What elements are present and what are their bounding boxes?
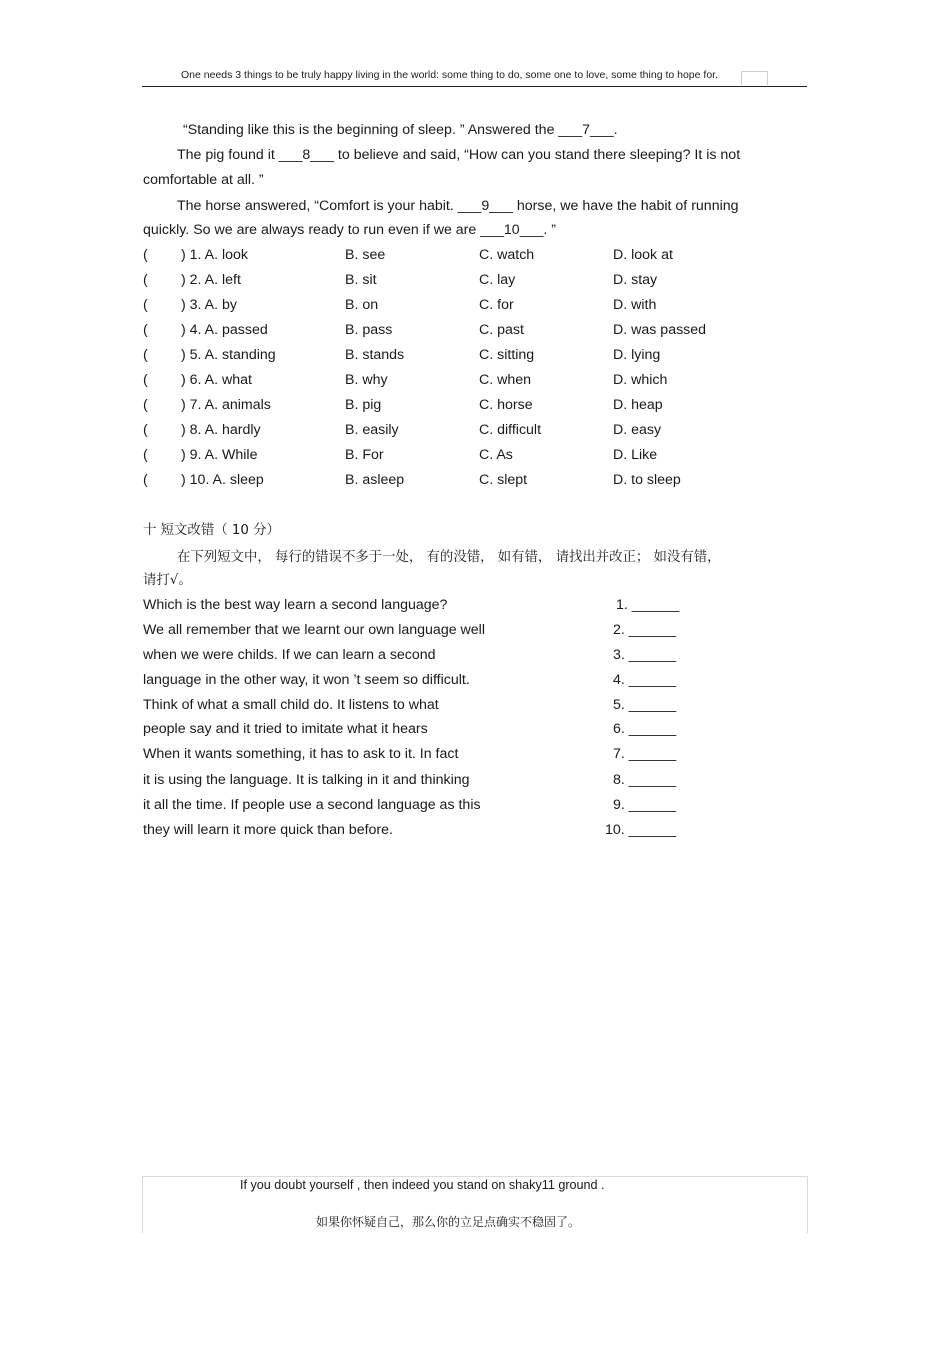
- question-paren: (: [143, 247, 148, 263]
- header-box: [741, 71, 768, 85]
- question-option-c: C. watch: [479, 247, 535, 263]
- correction-line: people say and it tried to imitate what it hears: [143, 721, 428, 737]
- question-option-b: B. sit: [345, 272, 377, 288]
- question-option-d: D. lying: [613, 347, 661, 363]
- question-option-b: B. see: [345, 247, 386, 263]
- question-option-b: B. pig: [345, 397, 382, 413]
- question-option-d: D. which: [613, 372, 668, 388]
- question-option-b: B. pass: [345, 322, 393, 338]
- question-paren: (: [143, 397, 148, 413]
- question-paren: (: [143, 447, 148, 463]
- question-paren: (: [143, 272, 148, 288]
- question-paren: (: [143, 322, 148, 338]
- footer-quote-zh: 如果你怀疑自己，那么你的立足点确实不稳固了。: [316, 1215, 581, 1229]
- correction-line: We all remember that we learnt our own language well: [143, 622, 485, 638]
- question-option-d: D. was passed: [613, 322, 707, 338]
- header-quote: One needs 3 things to be truly happy living in the world: some thing to do, some one to love, some thing to hope for.: [181, 69, 718, 81]
- question-option-b: B. stands: [345, 347, 405, 363]
- header-rule: [142, 86, 807, 87]
- question-option-a: ) 1. A. look: [181, 247, 249, 263]
- answer-blank: 8. ______: [613, 772, 677, 788]
- question-option-c: C. slept: [479, 472, 528, 488]
- question-option-d: D. look at: [613, 247, 673, 263]
- question-option-c: C. sitting: [479, 347, 535, 363]
- correction-line: language in the other way, it won ’t seem so difficult.: [143, 672, 470, 688]
- question-option-a: ) 5. A. standing: [181, 347, 276, 363]
- question-option-a: ) 3. A. by: [181, 297, 237, 313]
- question-option-a: ) 2. A. left: [181, 272, 241, 288]
- question-option-c: C. past: [479, 322, 524, 338]
- answer-blank: 1. ______: [616, 597, 680, 613]
- passage-line-2: The pig found it ___8___ to believe and said, “How can you stand there sleeping? It is not: [177, 147, 741, 163]
- question-option-a: ) 9. A. While: [181, 447, 258, 463]
- section-instruction: 在下列短文中， 每行的错误不多于一处， 有的没错， 如有错， 请找出并改正； 如没有错，: [177, 550, 721, 565]
- question-option-c: C. lay: [479, 272, 516, 288]
- section-instruction-cont: 请打√。: [143, 573, 192, 588]
- correction-line: Which is the best way learn a second language?: [143, 597, 448, 613]
- question-option-a: ) 4. A. passed: [181, 322, 268, 338]
- passage-line-5: quickly. So we are always ready to run even if we are ___10___. ”: [143, 222, 556, 238]
- correction-line: When it wants something, it has to ask to it. In fact: [143, 746, 459, 762]
- answer-blank: 9. ______: [613, 797, 677, 813]
- answer-blank: 7. ______: [613, 746, 677, 762]
- question-option-a: ) 6. A. what: [181, 372, 252, 388]
- question-option-b: B. why: [345, 372, 388, 388]
- question-option-d: D. Like: [613, 447, 658, 463]
- answer-blank: 3. ______: [613, 647, 677, 663]
- answer-blank: 2. ______: [613, 622, 677, 638]
- question-paren: (: [143, 347, 148, 363]
- question-option-b: B. on: [345, 297, 379, 313]
- question-option-d: D. to sleep: [613, 472, 681, 488]
- question-option-b: B. For: [345, 447, 384, 463]
- question-option-c: C. when: [479, 372, 532, 388]
- question-option-a: ) 8. A. hardly: [181, 422, 261, 438]
- answer-blank: 10. ______: [605, 822, 677, 838]
- question-option-a: ) 7. A. animals: [181, 397, 271, 413]
- passage-line-1: “Standing like this is the beginning of sleep. ” Answered the ___7___.: [183, 122, 618, 138]
- answer-blank: 5. ______: [613, 697, 677, 713]
- correction-line: Think of what a small child do. It listens to what: [143, 697, 439, 713]
- question-option-c: C. horse: [479, 397, 533, 413]
- question-paren: (: [143, 422, 148, 438]
- section-heading: 十 短文改错（ 10 分）: [143, 523, 280, 538]
- footer-quote-en: If you doubt yourself , then indeed you stand on shaky11 ground .: [240, 1178, 605, 1192]
- question-option-a: ) 10. A. sleep: [181, 472, 264, 488]
- answer-blank: 6. ______: [613, 721, 677, 737]
- correction-line: it all the time. If people use a second language as this: [143, 797, 481, 813]
- correction-line: it is using the language. It is talking in it and thinking: [143, 772, 470, 788]
- question-paren: (: [143, 372, 148, 388]
- question-option-d: D. heap: [613, 397, 663, 413]
- passage-line-3: comfortable at all. ”: [143, 172, 264, 188]
- question-option-d: D. easy: [613, 422, 662, 438]
- answer-blank: 4. ______: [613, 672, 677, 688]
- question-option-c: C. As: [479, 447, 513, 463]
- question-option-b: B. asleep: [345, 472, 405, 488]
- question-option-c: C. for: [479, 297, 514, 313]
- correction-line: they will learn it more quick than before.: [143, 822, 393, 838]
- question-paren: (: [143, 297, 148, 313]
- question-option-d: D. stay: [613, 272, 658, 288]
- passage-line-4: The horse answered, “Comfort is your habit. ___9___ horse, we have the habit of running: [177, 198, 739, 214]
- question-option-d: D. with: [613, 297, 657, 313]
- correction-line: when we were childs. If we can learn a second: [143, 647, 436, 663]
- question-option-b: B. easily: [345, 422, 399, 438]
- question-option-c: C. difficult: [479, 422, 542, 438]
- question-paren: (: [143, 472, 148, 488]
